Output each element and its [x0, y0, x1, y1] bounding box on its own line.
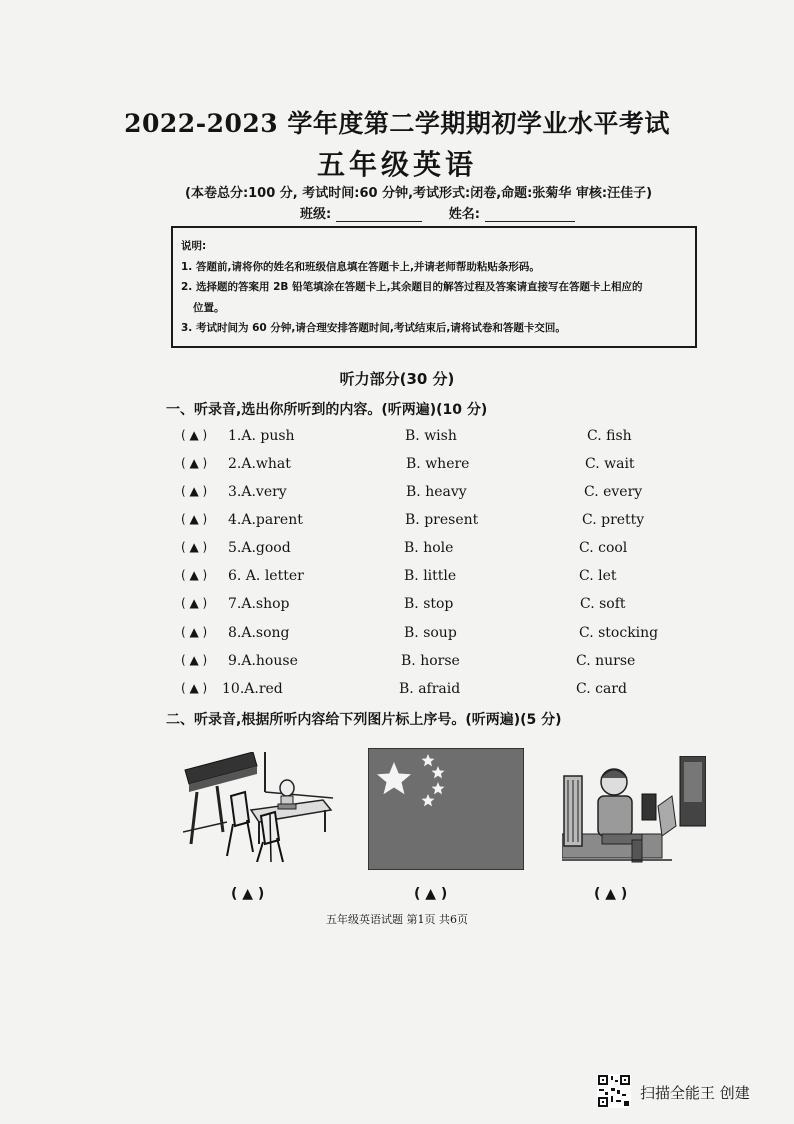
instruction-item: 3. 考试时间为 60 分钟,请合理安排答题时间,考试结束后,请将试卷和答题卡交回。: [181, 322, 566, 334]
question-row: [0, 568, 794, 590]
instruction-item: 1. 答题前,请将你的姓名和班级信息填在答题卡上,并请老师帮助粘贴条形码。: [181, 260, 540, 273]
question2-title: 二、听录音,根据所听内容给下列图片标上序号。(听两遍)(5 分): [166, 712, 562, 728]
question-row: [0, 512, 794, 534]
answer-blank[interactable]: ( ▲ ): [181, 681, 208, 695]
option-a: 9.A.house: [228, 653, 298, 669]
answer-blank[interactable]: ( ▲ ): [181, 456, 208, 470]
exam-subtitle: 五年级英语: [316, 148, 477, 181]
instructions-heading: 说明:: [181, 240, 207, 252]
boy-on-bed-picture: [562, 756, 706, 866]
class-blank[interactable]: [336, 207, 422, 222]
option-a: 5.A.good: [228, 540, 291, 556]
option-a: 7.A.shop: [228, 596, 290, 612]
question-row: [0, 596, 794, 618]
option-b: B. wish: [405, 428, 457, 444]
option-c: C. fish: [587, 428, 632, 444]
option-b: B. stop: [404, 596, 454, 612]
instructions-box: [171, 226, 697, 348]
picture3-answer-blank[interactable]: ( ▲ ): [594, 886, 628, 902]
picture1-answer-blank[interactable]: ( ▲ ): [231, 886, 265, 902]
answer-blank[interactable]: ( ▲ ): [181, 540, 208, 554]
option-b: B. present: [405, 512, 479, 528]
answer-blank[interactable]: ( ▲ ): [181, 484, 208, 498]
question-row: [0, 428, 794, 450]
option-c: C. let: [579, 568, 617, 584]
exam-title: 2022-2023 学年度第二学期期初学业水平考试: [124, 109, 670, 138]
option-b: B. afraid: [399, 681, 461, 697]
picture2-answer-blank[interactable]: ( ▲ ): [414, 886, 448, 902]
name-blank[interactable]: [485, 207, 575, 222]
option-b: B. little: [404, 568, 457, 584]
option-a: 4.A.parent: [228, 512, 303, 528]
question-row: [0, 456, 794, 478]
answer-blank[interactable]: ( ▲ ): [181, 625, 208, 639]
qr-code-icon: [597, 1074, 631, 1108]
option-c: C. nurse: [576, 653, 636, 669]
option-a: 2.A.what: [228, 456, 291, 472]
option-c: C. every: [584, 484, 643, 500]
option-b: B. heavy: [406, 484, 467, 500]
option-b: B. hole: [404, 540, 454, 556]
chinese-flag-picture: [368, 748, 524, 870]
option-c: C. card: [576, 681, 627, 697]
instruction-item: 2. 选择题的答案用 2B 铅笔填涂在答题卡上,其余题目的解答过程及答案请直接写在答题卡上相应的: [181, 281, 643, 293]
answer-blank[interactable]: ( ▲ ): [181, 512, 208, 526]
option-c: C. soft: [580, 596, 626, 612]
class-label: 班级:: [300, 207, 332, 222]
classroom-easel-picture: [183, 752, 333, 862]
option-c: C. cool: [579, 540, 628, 556]
name-label: 姓名:: [448, 207, 480, 222]
option-a: 6. A. letter: [228, 568, 304, 584]
scanner-watermark: 扫描全能王 创建: [640, 1084, 750, 1102]
option-a: 10.A.red: [222, 681, 283, 697]
listening-section-title: 听力部分(30 分): [339, 370, 455, 388]
option-c: C. stocking: [579, 625, 659, 641]
option-a: 1.A. push: [228, 428, 295, 444]
option-c: C. wait: [585, 456, 635, 472]
question-row: [0, 653, 794, 675]
answer-blank[interactable]: ( ▲ ): [181, 653, 208, 667]
option-b: B. horse: [401, 653, 460, 669]
question-row: [0, 484, 794, 506]
answer-blank[interactable]: ( ▲ ): [181, 428, 208, 442]
option-b: B. soup: [404, 625, 457, 641]
question-row: [0, 625, 794, 647]
option-a: 3.A.very: [228, 484, 287, 500]
option-b: B. where: [406, 456, 470, 472]
page-footer: 五年级英语试题 第1页 共6页: [326, 913, 468, 926]
question1-title: 一、听录音,选出你所听到的内容。(听两遍)(10 分): [166, 402, 488, 418]
instruction-item: 位置。: [193, 301, 225, 314]
answer-blank[interactable]: ( ▲ ): [181, 596, 208, 610]
option-c: C. pretty: [582, 512, 645, 528]
answer-blank[interactable]: ( ▲ ): [181, 568, 208, 582]
exam-meta: (本卷总分:100 分, 考试时间:60 分钟,考试形式:闭卷,命题:张菊华 审核:汪佳子): [185, 186, 653, 201]
option-a: 8.A.song: [228, 625, 290, 641]
question-row: [0, 681, 794, 703]
student-info-line: [300, 203, 575, 222]
question-row: [0, 540, 794, 562]
